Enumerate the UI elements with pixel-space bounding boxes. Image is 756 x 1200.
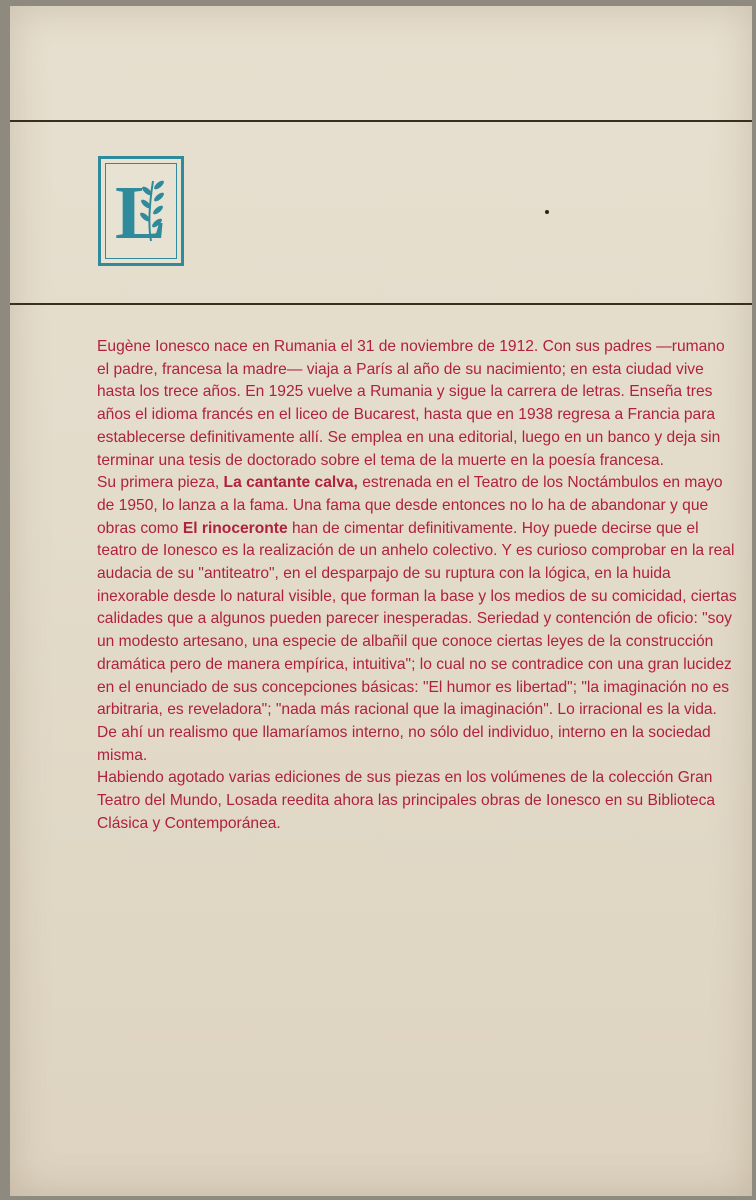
- publisher-logo: [98, 156, 184, 266]
- logo-letter: L: [115, 171, 166, 255]
- biography-paragraph: Eugène Ionesco nace en Rumania el 31 de noviembre de 1912. Con sus padres —rumano el padre, francesa la madre— viaja a París al año de su nacimiento; en esta ciudad vive hasta los trece años. En 1925 vuelve a Rumania y sigue la carrera de letras. Enseña tres años el idioma francés en el liceo de Bucarest, hasta que en 1938 regresa a Francia para establecerse definitivamente allí. Se emplea en una editorial, luego en un banco y deja sin terminar una tesis de doctorado sobre el tema de la muerte en la poesía francesa.: [97, 338, 725, 469]
- title-la-cantante-calva: La cantante calva,: [223, 474, 358, 492]
- top-divider: [10, 120, 752, 122]
- bottom-divider: [10, 303, 752, 305]
- works-middle: estrenada en el Teatro de los Noctámbulos en mayo de 1950, lo lanza a la fama. Una fama que desde entonces no lo ha de abandonar y que obras como: [97, 474, 723, 537]
- book-back-cover: [10, 6, 752, 1196]
- title-el-rinoceronte: El rinoceronte: [182, 519, 288, 537]
- works-intro: Su primera pieza,: [97, 474, 224, 492]
- description-text: [97, 336, 737, 835]
- edition-paragraph: Habiendo agotado varias ediciones de sus piezas en los volúmenes de la colección Gran Teatro del Mundo, Losada reedita ahora las principales obras de Ionesco en su Biblioteca Clásica y Contemporánea.: [97, 769, 716, 832]
- print-speck: [545, 210, 549, 214]
- works-end: han de cimentar definitivamente. Hoy puede decirse que el teatro de Ionesco es la realización de un anhelo colectivo. Y es curioso comprobar en la real audacia de su "antiteatro", en el desparpajo de su ruptura con la lógica, en la huida inexorable desde lo natural visible, que forman la base y los medios de su comicidad, ciertas calidades que a algunos pueden parecer inesperadas. Seriedad y contención de oficio: "soy un modesto artesano, una especie de albañil que conoce ciertas leyes de la construcción dramática pero de manera empírica, intuitiva"; lo cual no se contradice con una gran lucidez en el enunciado de sus concepciones básicas: "El humor es libertad"; "la imaginación no es arbitraria, es reveladora"; "nada más racional que la imaginación". Lo irracional es la vida. De ahí un realismo que llamaríamos interno, no sólo del individuo, interno en la sociedad misma.: [97, 519, 737, 764]
- works-paragraph: [97, 472, 737, 767]
